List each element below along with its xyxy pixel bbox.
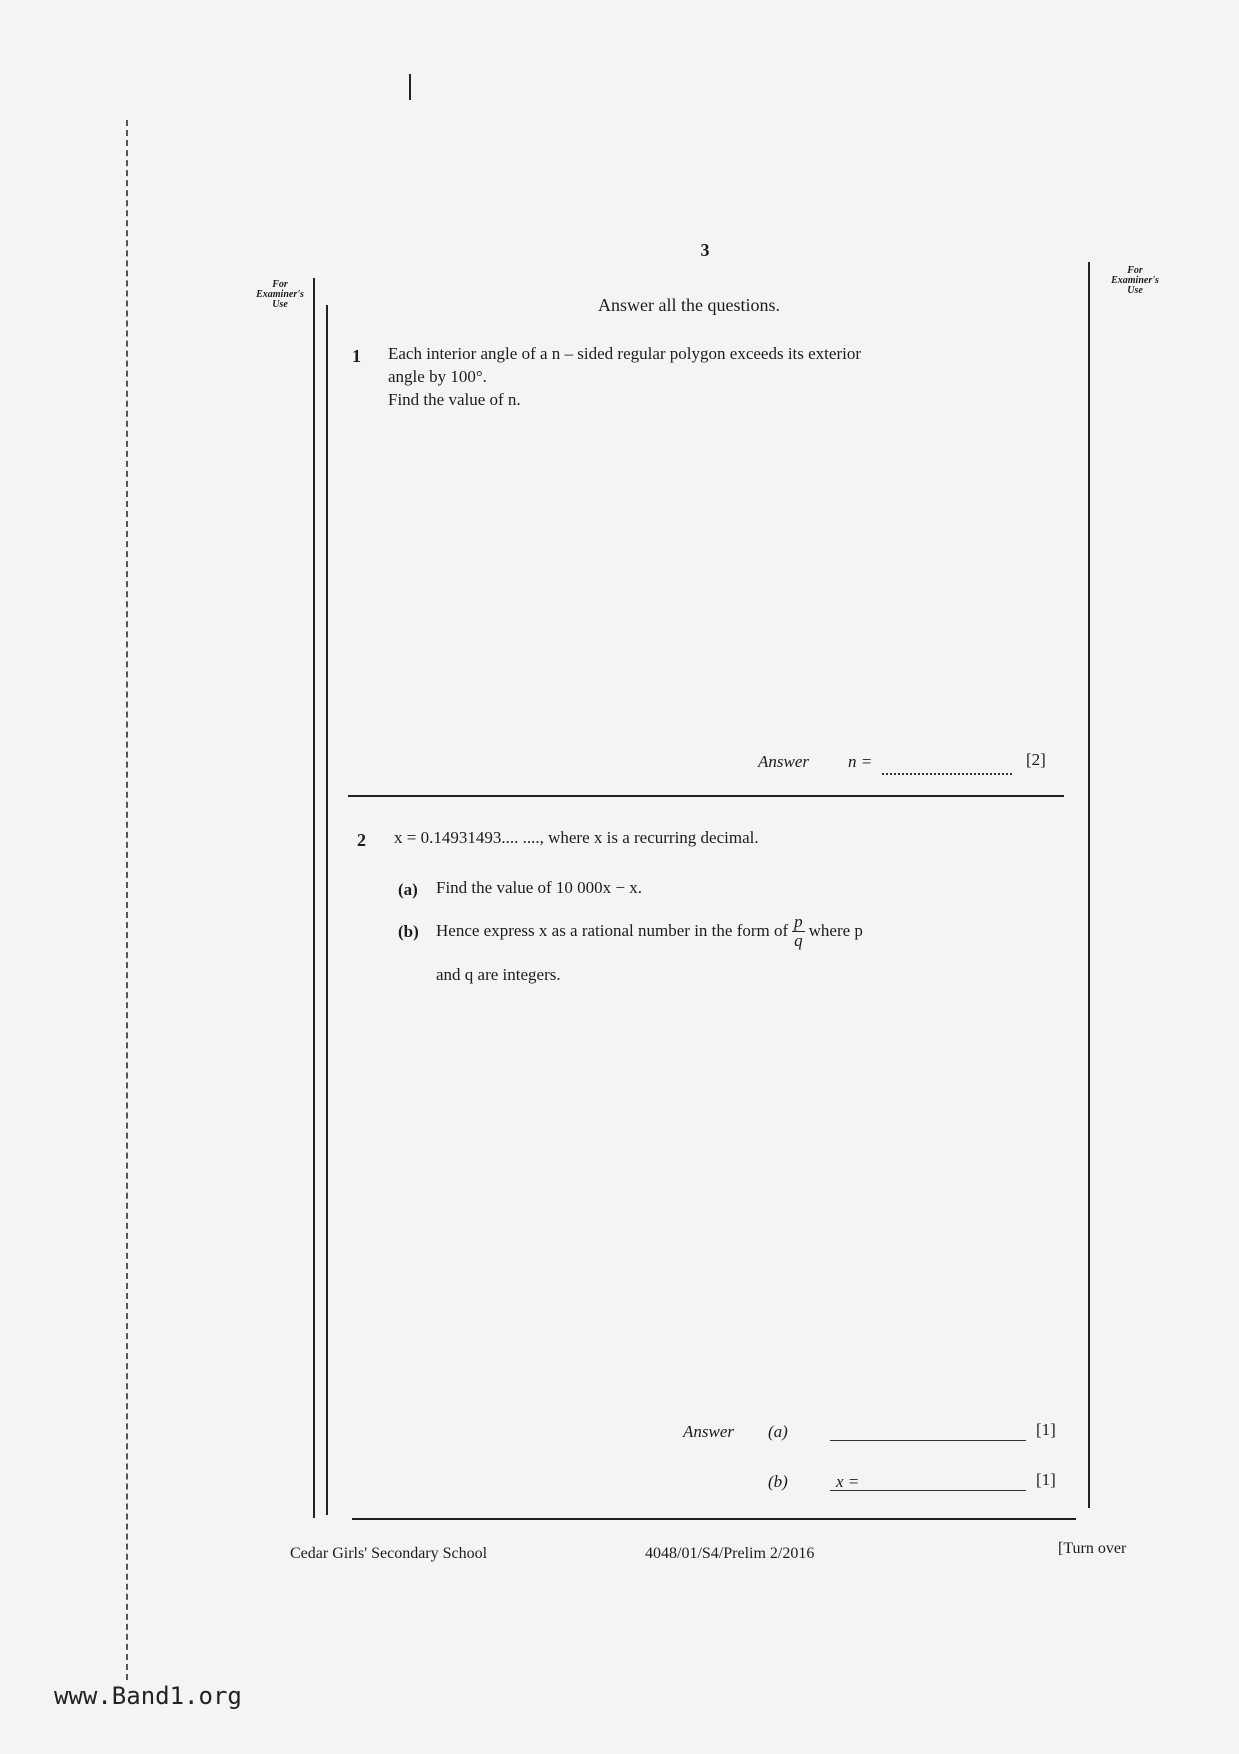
q2a-marks: [1] xyxy=(1036,1420,1056,1439)
examiner-note-line: Examiner's xyxy=(1111,275,1159,286)
footer-school: Cedar Girls' Secondary School xyxy=(290,1545,488,1562)
scan-margin-dashed-line xyxy=(126,120,128,1680)
examiner-note-line: For xyxy=(272,279,288,290)
examiner-note-line: For xyxy=(1127,265,1143,276)
q2b-label: (b) xyxy=(398,922,419,941)
page-bottom-rule xyxy=(352,1518,1076,1520)
q1-answer-label: Answer xyxy=(758,752,809,771)
fraction-p-over-q xyxy=(792,913,805,950)
q2b-text-before: Hence express x as a rational number in the form of xyxy=(436,921,789,940)
examiner-use-right xyxy=(1095,266,1175,296)
instructions: Answer all the questions. xyxy=(598,295,780,315)
question-1-line: Find the value of n. xyxy=(388,390,521,409)
left-margin-rule xyxy=(313,278,315,1518)
question-separator xyxy=(348,795,1064,797)
question-1-number: 1 xyxy=(352,346,361,366)
page-number: 3 xyxy=(700,240,710,260)
q2b-answer-var: x = xyxy=(836,1472,860,1491)
q2b-text-after: where p xyxy=(808,921,863,940)
question-2-number: 2 xyxy=(357,830,366,850)
q1-answer-var: n = xyxy=(848,752,873,771)
q2-answer-b-label: (b) xyxy=(768,1472,788,1491)
examiner-note-line: Use xyxy=(272,299,288,310)
footer-turn-over: [Turn over xyxy=(1058,1540,1127,1557)
watermark-url: www.Band1.org xyxy=(54,1682,242,1710)
left-margin-rule-inner xyxy=(326,305,328,1515)
q2-answer-label: Answer xyxy=(683,1422,734,1441)
question-1-line: Each interior angle of a n – sided regular polygon exceeds its exterior xyxy=(388,344,861,363)
footer-code: 4048/01/S4/Prelim 2/2016 xyxy=(645,1545,815,1562)
question-1-text xyxy=(388,342,861,411)
q2a-label: (a) xyxy=(398,880,418,899)
scan-mark xyxy=(409,74,411,100)
q2b-text-line2: and q are integers. xyxy=(436,965,561,984)
examiner-note-line: Examiner's xyxy=(256,289,304,300)
fraction-denominator: q xyxy=(794,930,803,950)
q2a-text: Find the value of 10 000x − x. xyxy=(436,878,643,897)
examiner-use-left xyxy=(240,280,320,310)
q1-answer-blank[interactable] xyxy=(882,773,1012,775)
fraction-numerator: p xyxy=(794,911,803,931)
q1-marks: [2] xyxy=(1026,750,1046,769)
q2b-marks: [1] xyxy=(1036,1470,1056,1489)
right-margin-rule xyxy=(1088,262,1090,1508)
question-2-stem: x = 0.14931493.... ...., where x is a recurring decimal. xyxy=(394,828,759,847)
examiner-note-line: Use xyxy=(1127,285,1143,296)
q2-answer-a-label: (a) xyxy=(768,1422,788,1441)
q2a-answer-blank[interactable] xyxy=(830,1440,1026,1441)
question-1-line: angle by 100°. xyxy=(388,367,487,386)
q2b-text xyxy=(436,910,863,952)
q2b-answer-blank[interactable] xyxy=(830,1490,1026,1491)
